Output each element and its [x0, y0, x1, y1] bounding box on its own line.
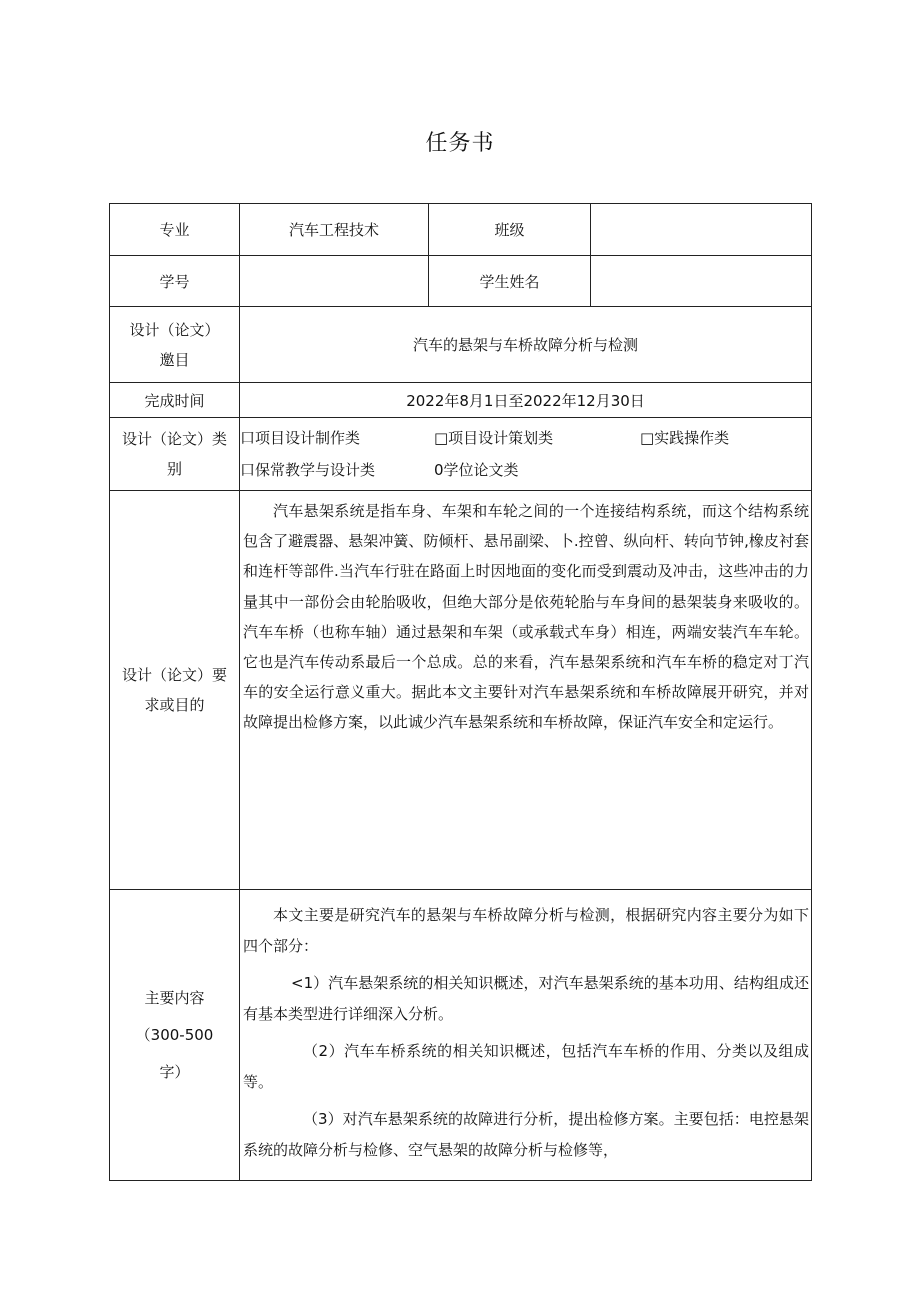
- topic-label-line2: 邀目: [159, 350, 190, 369]
- student-id-value: [240, 256, 429, 307]
- requirements-label: [110, 491, 240, 890]
- topic-label: [110, 307, 240, 383]
- content-item-3: （3）对汽车悬架系统的故障进行分析，提出检修方案。主要包括：电控悬架系统的故障分析与检修、空气悬架的故障分析与检修等，: [243, 1110, 809, 1159]
- page-title: 任务书: [425, 131, 495, 156]
- type-label: [110, 418, 240, 491]
- row-requirements: [110, 491, 812, 890]
- row-type: [110, 418, 812, 491]
- student-name-label: 学生姓名: [429, 256, 591, 307]
- major-label: 专业: [110, 204, 240, 256]
- type-option-3[interactable]: □实践操作类: [640, 429, 730, 447]
- class-label: 班级: [429, 204, 591, 256]
- content-label-line1: 主要内容: [144, 988, 205, 1007]
- requirements-text: 汽车悬架系统是指车身、车架和车轮之间的一个连接结构系统，而这个结构系统包含了避震器、悬架冲簧、防倾杆、悬吊副梁、卜.控曾、纵向杆、转向节钟,橡皮衬套和连杆等部件.当汽车行驻在路面上时因地面的变化而受到震动及冲击，这些冲击的力量其中一部份会由轮胎吸收，但绝大部分是依苑轮胎与车身间的悬架装身来吸收的。汽车车桥（也称车轴）通过悬架和车架（或承载式车身）相连，两端安装汽车车轮。它也是汽车传动系最后一个总成。总的来看，汽车悬架系统和汽车车桥的稳定对丁汽车的安全运行意义重大。据此本文主要针对汽车悬架系统和车桥故障展开研究，并对故障提出检修方案，以此诚少汽车悬架系统和车桥故障，保证汽车安全和定运行。: [243, 502, 809, 732]
- major-value: 汽车工程技术: [240, 204, 429, 256]
- task-form-table: [109, 203, 812, 1181]
- row-student: [110, 256, 812, 307]
- row-content: [110, 890, 812, 1181]
- topic-value: 汽车的悬架与车桥故障分析与检测: [240, 307, 812, 383]
- content-label: [110, 890, 240, 1181]
- time-label: 完成时间: [110, 383, 240, 418]
- content-label-line3: 字）: [159, 1062, 190, 1081]
- type-option-1[interactable]: 口项目设计制作类: [240, 429, 361, 447]
- class-value: [591, 204, 812, 256]
- type-label-line2: 别: [166, 460, 182, 478]
- type-option-5[interactable]: 0学位论文类: [434, 461, 519, 479]
- content-item-1: <1）汽车悬架系统的相关知识概述，对汽车悬架系统的基本功用、结构组成还有基本类型进行详细深入分析。: [243, 974, 809, 1023]
- time-value: 2022年8月1日至2022年12月30日: [240, 383, 812, 418]
- row-time: [110, 383, 812, 418]
- requirements-label-line1: 设计（论文）要: [121, 666, 227, 684]
- type-option-2[interactable]: □项目设计策划类: [434, 429, 554, 447]
- requirements-cell: [240, 491, 812, 890]
- type-option-4[interactable]: 口保常教学与设计类: [240, 461, 376, 479]
- row-topic: [110, 307, 812, 383]
- content-intro: 本文主要是研究汽车的悬架与车桥故障分析与检测，根据研究内容主要分为如下四个部分：: [243, 906, 809, 955]
- content-label-line2: （300-500: [135, 1025, 214, 1044]
- row-major: [110, 204, 812, 256]
- content-item-2: （2）汽车车桥系统的相关知识概述，包括汽车车桥的作用、分类以及组成等。: [243, 1042, 809, 1091]
- student-id-label: 学号: [110, 256, 240, 307]
- type-options: [240, 418, 812, 491]
- requirements-label-line2: 求或目的: [144, 696, 205, 714]
- student-name-value: [591, 256, 812, 307]
- content-cell: [240, 890, 812, 1181]
- topic-label-line1: 设计（论文）: [129, 320, 220, 339]
- type-label-line1: 设计（论文）类: [121, 430, 227, 448]
